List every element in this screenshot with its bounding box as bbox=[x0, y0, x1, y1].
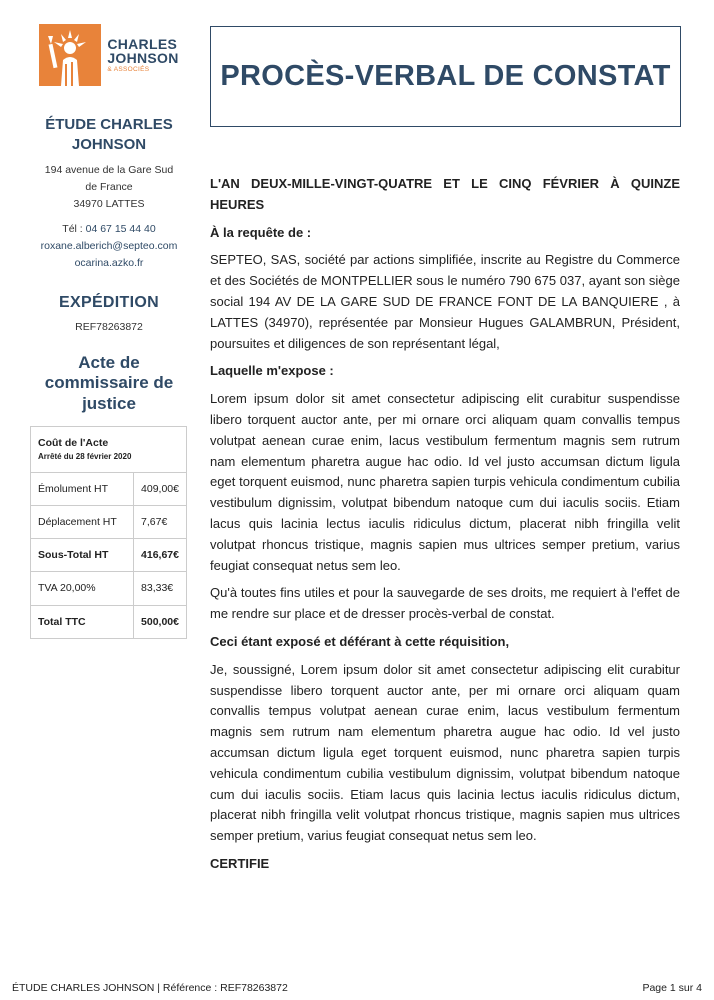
cost-table-subtitle: Arrêté du 28 février 2020 bbox=[38, 452, 132, 462]
request-heading: À la requête de : bbox=[210, 224, 312, 240]
cost-value: 500,00€ bbox=[134, 605, 187, 638]
cost-value: 83,33€ bbox=[134, 572, 187, 605]
cost-label: Émolument HT bbox=[31, 472, 134, 505]
logo-line-associes: & ASSOCIÉS bbox=[107, 65, 150, 73]
liberty-statue-logo-icon bbox=[39, 24, 101, 86]
page-footer bbox=[12, 982, 702, 994]
contact-block bbox=[30, 221, 188, 271]
address-line-1: 194 avenue de la Gare Sud bbox=[44, 164, 174, 176]
acte-heading: Acte de commissaire de justice bbox=[44, 352, 174, 413]
undersigned-paragraph: Je, soussigné, Lorem ipsum dolor sit amet consectetur adipiscing elit curabitur suspendisse libero torquent auctor ante, per mi ornare orci aliquam quam convallis tempus volutpat aenean curae enim, lacus vestibulum fermentum magnis sem rutrum nam elementum pharetra augue hac odio. Id vel justo accumsan dictum ligula eget torquent euismod, nunc pharetra sapien turpis vehicula condimentum cubilia vestibulum dignissim, volutpat bibendum natoque cum dui iaculis sociis. Etiam lacus quis lacinia lectus iaculis ridiculus dictum, placerat nibh fringilla velit volutpat rhoncus tristique, magnis sapien mus ultrices semper pretium, varius feugiat consequat netus sem leo. bbox=[210, 661, 680, 844]
logo-wordmark bbox=[107, 37, 178, 74]
cost-table-row bbox=[31, 572, 187, 605]
cost-value: 416,67€ bbox=[134, 539, 187, 572]
document-title: PROCÈS-VERBAL DE CONSTAT bbox=[220, 60, 671, 93]
page-number: Page 1 sur 4 bbox=[642, 982, 702, 994]
cost-label: Déplacement HT bbox=[31, 505, 134, 538]
certify-heading: CERTIFIE bbox=[210, 855, 270, 871]
requester-paragraph: SEPTEO, SAS, société par actions simplifiée, inscrite au Registre du Commerce et des Sociétés de MONTPELLIER sous le numéro 790 675 037, ayant son siège social 194 AV DE LA GARE SUD DE FRANCE FONT DE LA BANQUIERE , à LATTES (34970), représentée par Monsieur Hugues GALAMBRUN, Président, poursuites et diligences de son représentant légal, bbox=[210, 252, 680, 351]
logo-line-charles: CHARLES bbox=[107, 35, 178, 52]
document-body bbox=[210, 174, 680, 882]
request-paragraph: Qu'à toutes fins utiles et pour la sauvegarde de ses droits, me requiert à l'effet de me rendre sur place et de dresser procès-verbal de constat. bbox=[210, 585, 680, 622]
address-line-3: 34970 LATTES bbox=[73, 197, 145, 210]
address bbox=[30, 162, 188, 212]
sidebar bbox=[30, 20, 188, 639]
phone-link[interactable]: 04 67 15 44 40 bbox=[85, 223, 156, 236]
document-title-box bbox=[210, 26, 681, 127]
cost-label: TVA 20,00% bbox=[31, 572, 134, 605]
phone bbox=[30, 221, 188, 238]
date-line: L'AN DEUX-MILLE-VINGT-QUATRE ET LE CINQ FÉVRIER À QUINZE HEURES bbox=[210, 176, 680, 212]
expedition-heading: EXPÉDITION bbox=[59, 293, 159, 311]
cost-table-row bbox=[31, 539, 187, 572]
expose-paragraph: Lorem ipsum dolor sit amet consectetur adipiscing elit curabitur suspendisse libero torquent auctor ante, per mi ornare orci aliquam quam convallis tempus volutpat aenean curae enim, lacus vestibulum fermentum magnis sem rutrum nam elementum pharetra augue hac odio. Id vel justo accumsan dictum ligula eget torquent euismod, nunc pharetra sapien turpis vehicula condimentum cubilia vestibulum dignissim, volutpat bibendum natoque cum dui iaculis sociis. Etiam lacus quis lacinia lectus iaculis ridiculus dictum, placerat nibh fringilla velit volutpat rhoncus tristique, magnis sapien mus ultrices semper pretium, varius feugiat consequat netus sem leo. bbox=[210, 391, 680, 573]
footer-reference: ÉTUDE CHARLES JOHNSON | Référence : REF78263872 bbox=[12, 982, 288, 994]
expose-heading: Laquelle m'expose : bbox=[210, 363, 334, 379]
website-link[interactable]: ocarina.azko.fr bbox=[74, 256, 144, 269]
cost-table bbox=[30, 426, 187, 639]
cost-value: 7,67€ bbox=[134, 505, 187, 538]
cost-table-row bbox=[31, 472, 187, 505]
reference-number: REF78263872 bbox=[75, 320, 143, 333]
cost-table-header-row bbox=[31, 426, 187, 472]
study-name: ÉTUDE CHARLES JOHNSON bbox=[45, 116, 173, 153]
cost-value: 409,00€ bbox=[134, 472, 187, 505]
address-line-2: de France bbox=[85, 180, 133, 193]
logo-line-johnson: JOHNSON bbox=[107, 49, 179, 66]
cost-table-row bbox=[31, 505, 187, 538]
email-link[interactable]: roxane.alberich@septeo.com bbox=[40, 240, 178, 253]
cost-label: Total TTC bbox=[31, 605, 134, 638]
deferral-heading: Ceci étant exposé et déférant à cette réquisition, bbox=[210, 633, 510, 649]
cost-table-title: Coût de l'Acte bbox=[38, 436, 109, 449]
phone-label: Tél : bbox=[62, 223, 86, 236]
cost-table-row bbox=[31, 605, 187, 638]
cost-label: Sous-Total HT bbox=[31, 539, 134, 572]
cost-table-header bbox=[31, 426, 187, 472]
logo bbox=[30, 20, 188, 90]
